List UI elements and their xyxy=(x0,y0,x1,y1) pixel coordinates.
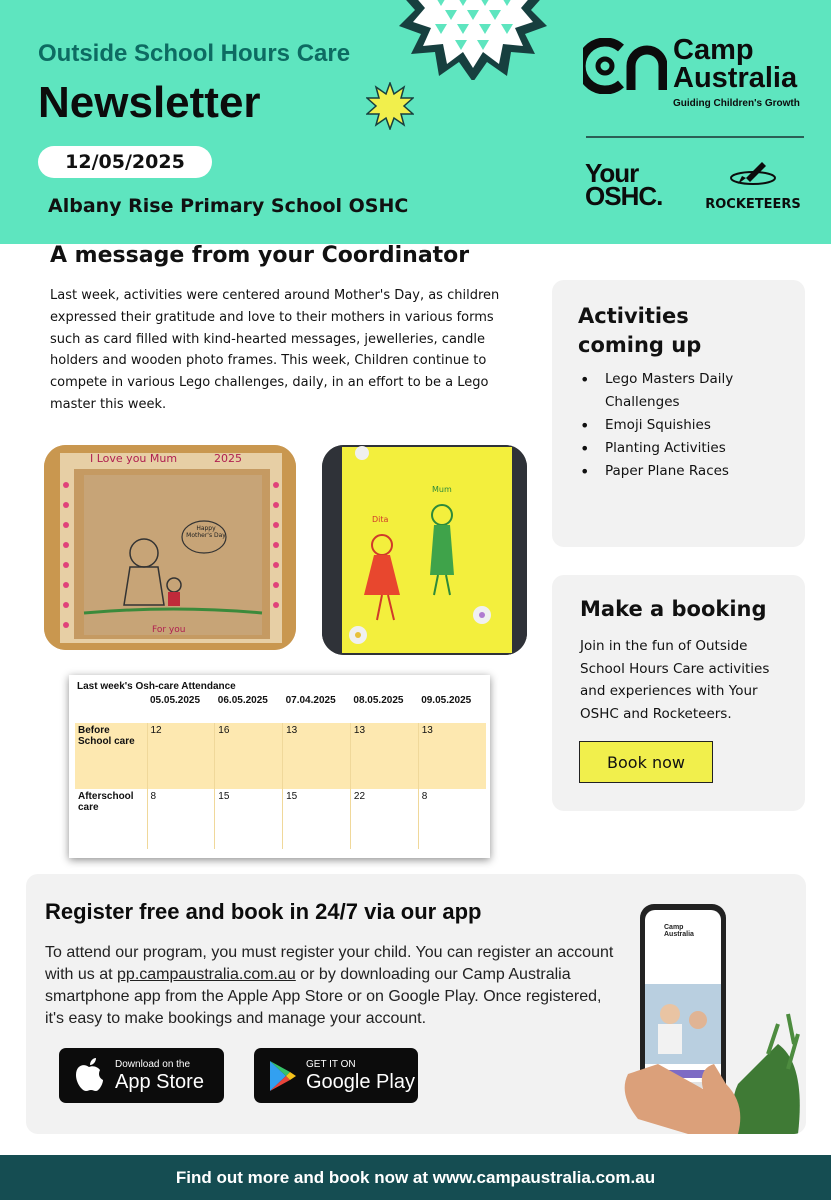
booking-title: Make a booking xyxy=(580,597,767,621)
register-link[interactable]: pp.campaustralia.com.au xyxy=(117,966,296,983)
attendance-caption: Last week's Osh-care Attendance xyxy=(77,681,236,692)
table-cell: 15 xyxy=(283,789,351,849)
table-cell: 8 xyxy=(147,789,215,849)
photo-frame-illustration xyxy=(44,445,296,650)
school-name: Albany Rise Primary School OSHC xyxy=(48,195,409,217)
star-badge-icon xyxy=(395,0,551,80)
card-label-right: Mum xyxy=(432,485,452,494)
list-item: • Emoji Squishies xyxy=(578,414,788,437)
apple-icon xyxy=(74,1057,104,1093)
table-corner xyxy=(75,693,147,723)
brand-tagline: Guiding Children's Growth xyxy=(673,98,800,109)
rocketeers-logo xyxy=(700,160,806,212)
brand-name-line1: Camp xyxy=(673,34,754,66)
card-label-left: Dita xyxy=(372,515,389,524)
google-play-icon xyxy=(268,1059,298,1093)
frame-year: 2025 xyxy=(214,452,242,465)
google-small: GET IT ON xyxy=(306,1059,356,1070)
table-date: 08.05.2025 xyxy=(353,695,404,706)
newsletter-date: 12/05/2025 xyxy=(38,146,212,178)
frame-caption-top: I Love you Mum xyxy=(90,452,178,465)
register-text-after: or by downloading our Camp Australia smartphone app from the Apple App Store or on Google Play. Once registered, it's easy to make bookings and manage your account. xyxy=(45,966,602,1027)
table-cell: 12 xyxy=(147,723,215,789)
app-store-big: App Store xyxy=(115,1071,204,1093)
booking-text: Join in the fun of Outside School Hours Care activities and experiences with Your OSHC and Rocketeers. xyxy=(580,638,770,722)
attendance-grid xyxy=(75,693,486,849)
register-title: Register free and book in 24/7 via our app xyxy=(45,899,482,924)
rocket-icon xyxy=(728,160,778,190)
table-row xyxy=(75,723,486,789)
newsletter-title: Newsletter xyxy=(38,78,261,127)
activities-card xyxy=(552,280,805,547)
register-panel xyxy=(26,874,806,1134)
booking-card xyxy=(552,575,805,811)
sun-icon xyxy=(366,82,414,130)
your-oshc-line1: Your xyxy=(585,158,639,188)
table-cell: 22 xyxy=(350,789,418,849)
table-cell: 16 xyxy=(215,723,283,789)
activities-list xyxy=(578,368,788,483)
register-body xyxy=(45,942,615,1030)
phone-illustration xyxy=(618,894,806,1134)
footer-banner: Find out more and book now at www.campaustralia.com.au xyxy=(0,1155,831,1200)
brand-name xyxy=(673,36,797,92)
phone-app-name: Camp Australia xyxy=(664,924,694,938)
table-cell: 13 xyxy=(418,723,486,789)
coordinator-message: Last week, activities were centered around Mother's Day, as children expressed their gratitude and love to their mothers in various forms such as card filled with kind-hearted messages, jewelleries, candle holders and wooden photo frames. This week, Children continue to compete in various Lego challenges, daily, in an effort to be a Lego master this week. xyxy=(50,288,500,412)
your-oshc-logo xyxy=(585,158,663,211)
photo-frame-craft xyxy=(44,445,296,650)
table-date: 05.05.2025 xyxy=(150,695,201,706)
table-cell: 15 xyxy=(215,789,283,849)
frame-bottom-text: For you xyxy=(152,625,186,635)
table-header-row xyxy=(75,693,486,723)
newsletter-kicker: Outside School Hours Care xyxy=(38,40,351,67)
header-divider xyxy=(586,136,804,138)
list-item: • Lego Masters Daily Challenges xyxy=(578,368,788,414)
row-label: Before School care xyxy=(75,723,147,789)
table-date: 07.04.2025 xyxy=(285,695,336,706)
row-label: Afterschool care xyxy=(75,789,147,849)
coordinator-heading: A message from your Coordinator xyxy=(50,243,470,268)
table-cell: 13 xyxy=(350,723,418,789)
card-illustration xyxy=(322,445,527,655)
app-store-small: Download on the xyxy=(115,1059,191,1070)
table-row xyxy=(75,789,486,849)
attendance-table xyxy=(69,675,490,858)
google-play-button[interactable] xyxy=(254,1048,418,1103)
photo-mothers-day-card xyxy=(322,445,527,655)
google-big: Google Play xyxy=(306,1071,415,1093)
frame-bubble-text: Happy Mother's Day xyxy=(186,525,226,539)
table-cell: 13 xyxy=(283,723,351,789)
rocketeers-text: ROCKETEERS xyxy=(705,197,801,212)
book-now-button[interactable]: Book now xyxy=(579,741,713,783)
table-date: 09.05.2025 xyxy=(421,695,472,706)
phone-icon xyxy=(618,894,806,1134)
table-cell: 8 xyxy=(418,789,486,849)
table-date: 06.05.2025 xyxy=(217,695,268,706)
your-oshc-line2: OSHC. xyxy=(585,181,663,211)
register-text-before: To attend our program, you must register your child. You can register an account with us at xyxy=(45,944,614,983)
list-item: • Planting Activities xyxy=(578,437,788,460)
brand-name-line2: Australia xyxy=(673,62,798,94)
camp-australia-logo-icon xyxy=(583,38,667,94)
activities-title: Activities coming up xyxy=(578,304,702,357)
app-store-button[interactable] xyxy=(59,1048,224,1103)
list-item: • Paper Plane Races xyxy=(578,460,788,483)
camp-australia-logo xyxy=(583,36,803,116)
header-banner xyxy=(0,0,831,244)
